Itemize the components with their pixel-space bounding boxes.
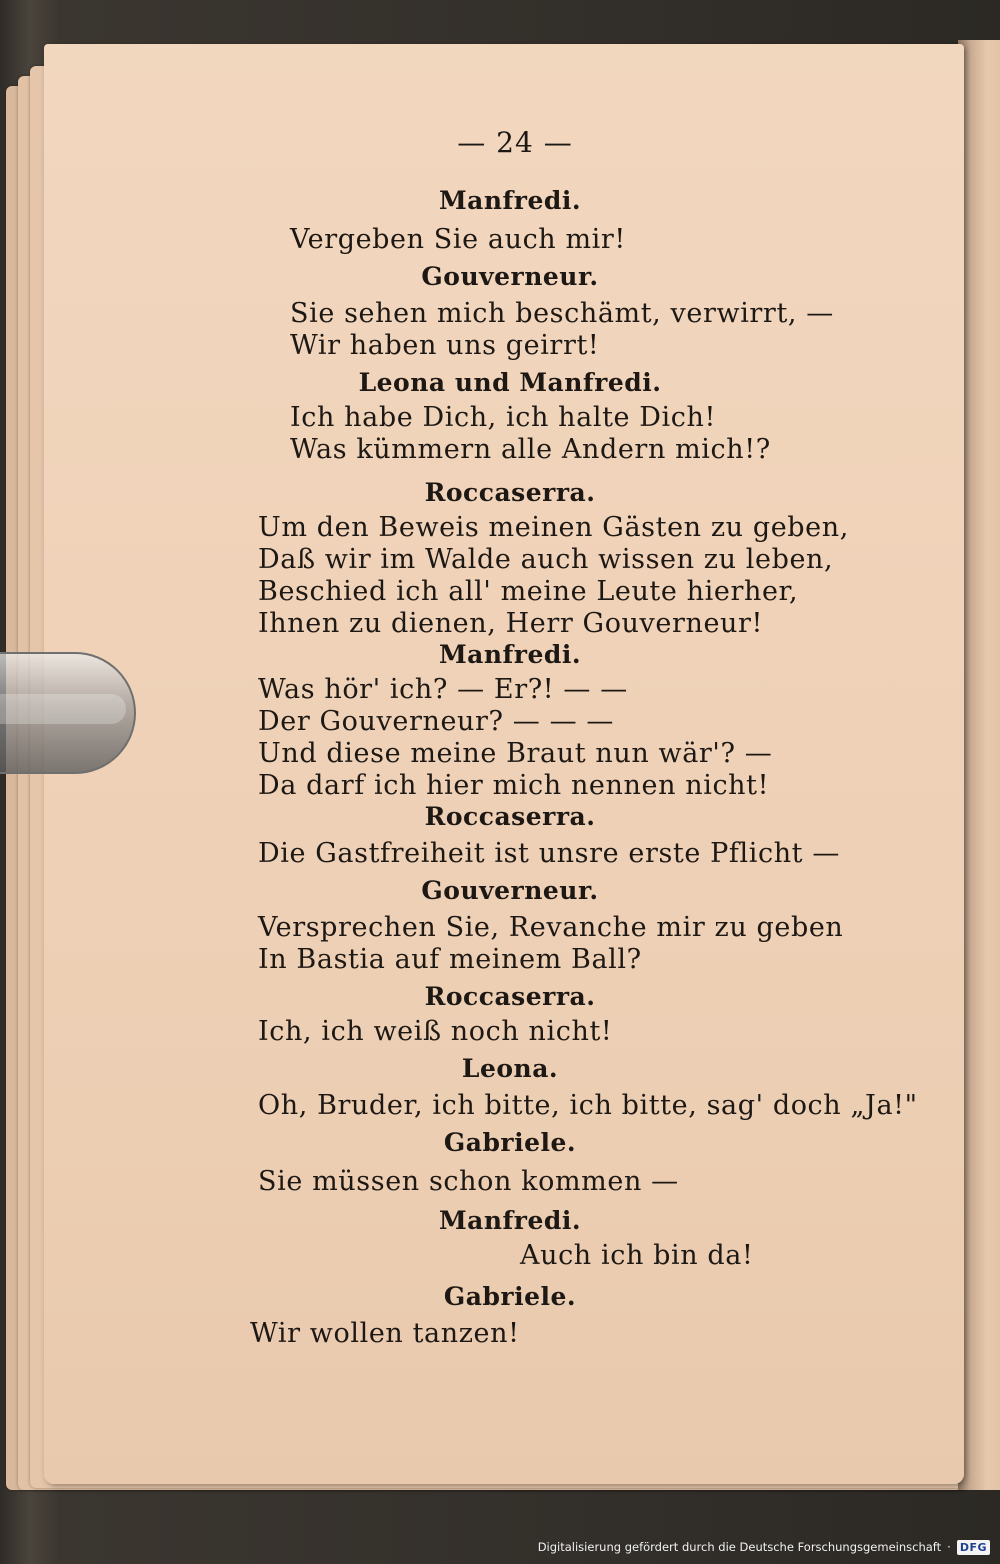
verse-line: Auch ich bin da!: [520, 1240, 754, 1271]
speaker-name: Manfredi.: [438, 640, 582, 669]
verse-line: Die Gastfreiheit ist unsre erste Pflicht —: [258, 838, 840, 869]
verse-line: Was hör' ich? — Er?! — —: [258, 674, 628, 705]
verse-line: Was kümmern alle Andern mich!?: [290, 434, 771, 465]
speaker-name: Gouverneur.: [421, 262, 599, 291]
speaker-name: Manfredi.: [438, 186, 582, 215]
speaker-name: Gabriele.: [443, 1128, 577, 1157]
speaker-name: Roccaserra.: [424, 802, 596, 831]
verse-line: In Bastia auf meinem Ball?: [258, 944, 642, 975]
page-number: — 24 —: [457, 126, 573, 159]
speaker-name: Manfredi.: [438, 1206, 582, 1235]
speaker-name: Gabriele.: [443, 1282, 577, 1311]
verse-line: Versprechen Sie, Revanche mir zu geben: [258, 912, 844, 943]
verse-line: Und diese meine Braut nun wär'? —: [258, 738, 773, 769]
speaker-name: Roccaserra.: [424, 982, 596, 1011]
speaker-name: Leona und Manfredi.: [358, 368, 662, 397]
verse-line: Ihnen zu dienen, Herr Gouverneur!: [258, 608, 763, 639]
credit-text: Digitalisierung gefördert durch die Deutsche Forschungsgemeinschaft: [537, 1540, 942, 1554]
verse-line: Daß wir im Walde auch wissen zu leben,: [258, 544, 834, 575]
verse-line: Wir wollen tanzen!: [250, 1318, 520, 1349]
verse-line: Da darf ich hier mich nennen nicht!: [258, 770, 770, 801]
verse-line: Ich, ich weiß noch nicht!: [258, 1016, 613, 1047]
speaker-name: Gouverneur.: [421, 876, 599, 905]
speaker-name: Roccaserra.: [424, 478, 596, 507]
verse-line: Um den Beweis meinen Gästen zu geben,: [258, 512, 849, 543]
verse-line: Sie müssen schon kommen —: [258, 1166, 679, 1197]
verse-line: Sie sehen mich beschämt, verwirrt, —: [290, 298, 834, 329]
verse-line: Vergeben Sie auch mir!: [290, 224, 626, 255]
verse-line: Ich habe Dich, ich halte Dich!: [290, 402, 716, 433]
speaker-name: Leona.: [461, 1054, 559, 1083]
verse-line: Oh, Bruder, ich bitte, ich bitte, sag' doch „Ja!": [258, 1090, 918, 1121]
credit-separator: ·: [947, 1540, 951, 1554]
verse-line: Beschied ich all' meine Leute hierher,: [258, 576, 799, 607]
verse-line: Wir haben uns geirrt!: [290, 330, 600, 361]
digitization-credit: [538, 1536, 990, 1558]
verse-line: Der Gouverneur? — — —: [258, 706, 614, 737]
dfg-logo-icon: DFG: [957, 1540, 990, 1555]
